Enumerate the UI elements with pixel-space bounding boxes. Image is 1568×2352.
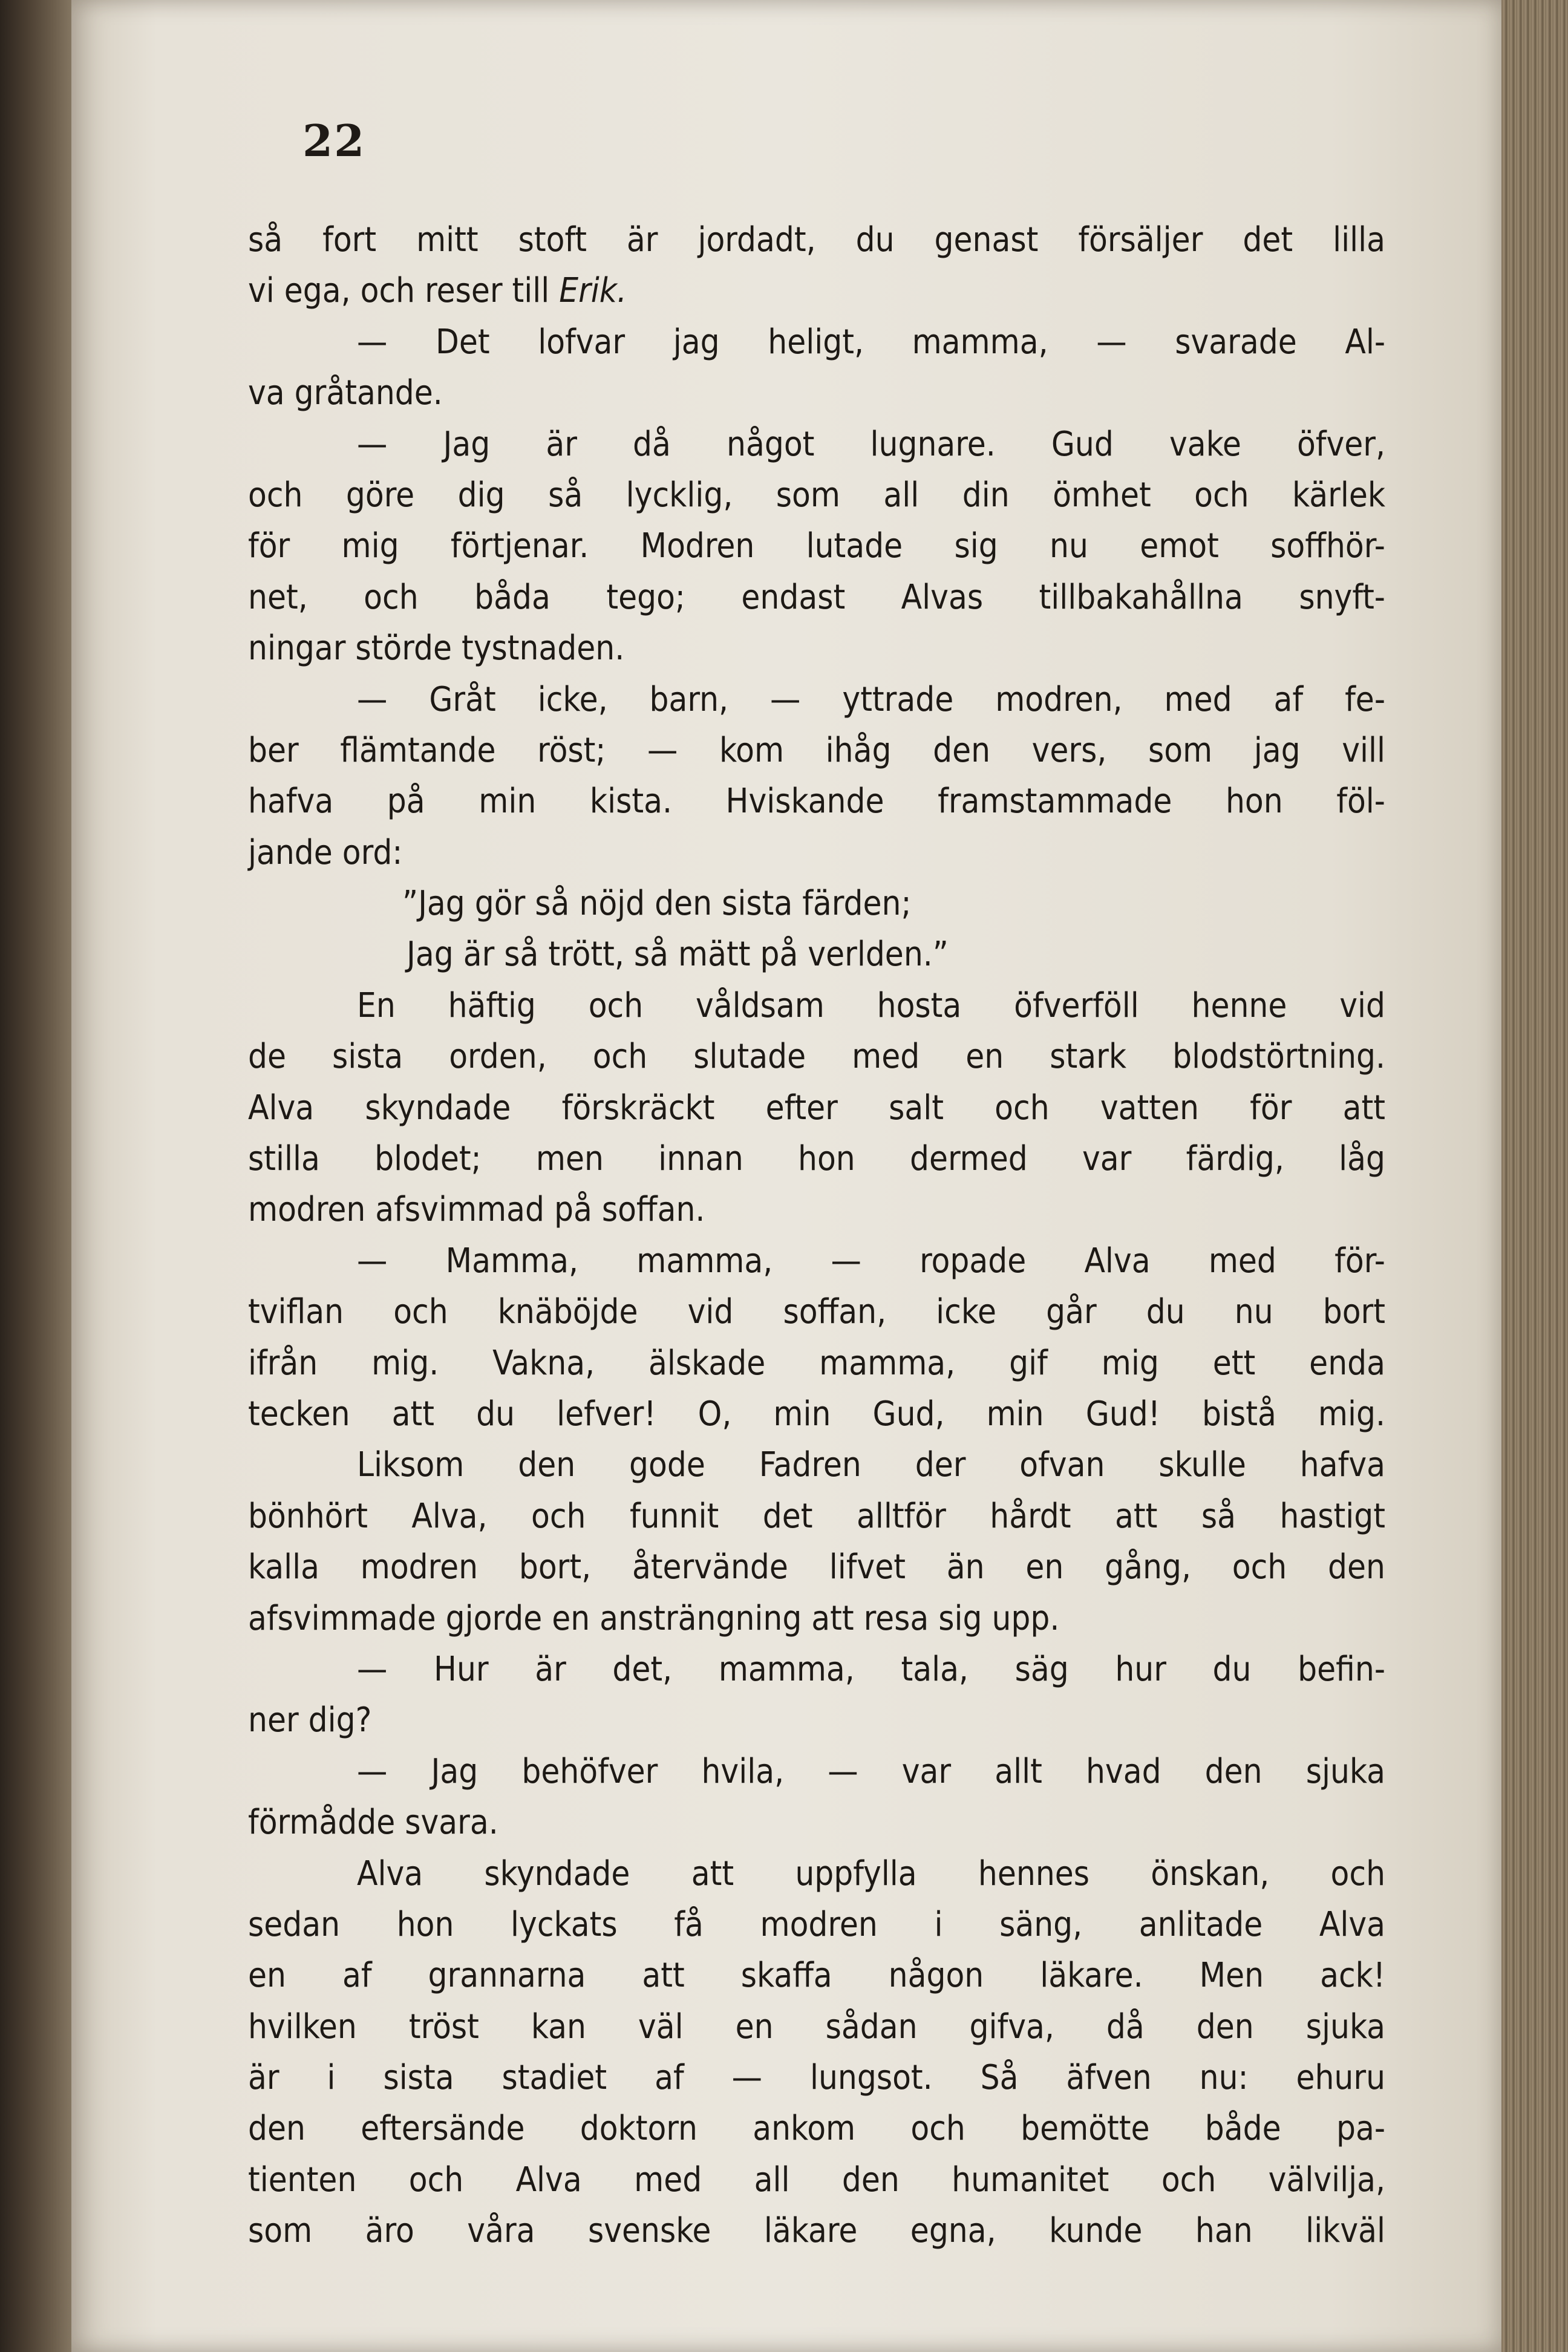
text-line: tienten och Alva med all den humanitet och välvilja, [248, 2160, 1385, 2200]
text-line: — Hur är det, mamma, tala, säg hur du befin- [357, 1649, 1385, 1689]
text-line: så fort mitt stoft är jordadt, du genast försäljer det lilla [248, 220, 1385, 260]
text-line: de sista orden, och slutade med en stark blodstörtning. [248, 1037, 1385, 1077]
text-line: hafva på min kista. Hviskande framstammade hon föl- [248, 782, 1385, 822]
text-line: hvilken tröst kan väl en sådan gifva, då den sjuka [248, 2007, 1385, 2047]
text-line: net, och båda tego; endast Alvas tillbakahållna snyft- [248, 577, 1385, 617]
text-line: Alva skyndade att uppfylla hennes önskan, och [357, 1854, 1385, 1893]
text-line: kalla modren bort, återvände lifvet än en gång, och den [248, 1547, 1385, 1587]
text-line: förmådde svara. [248, 1803, 498, 1843]
page-number: 22 [302, 115, 366, 166]
text-line: som äro våra svenske läkare egna, kunde han likväl [248, 2211, 1385, 2251]
text-line: — Jag är då något lugnare. Gud vake öfver, [357, 424, 1385, 464]
text-line: Jag är så trött, så mätt på verlden.” [407, 935, 949, 975]
text-line: tecken att du lefver! O, min Gud, min Gud! bistå mig. [248, 1394, 1385, 1434]
text-line: jande ord: [248, 832, 403, 872]
book-spine-edge [0, 0, 76, 2352]
text-line: ber flämtande röst; — kom ihåg den vers, som jag vill [248, 730, 1385, 770]
text-line: afsvimmade gjorde en ansträngning att resa sig upp. [248, 1598, 1060, 1638]
text-line: ifrån mig. Vakna, älskade mamma, gif mig ett enda [248, 1343, 1385, 1383]
text-line: — Gråt icke, barn, — yttrade modren, med af fe- [357, 679, 1385, 719]
text-line: — Jag behöfver hvila, — var allt hvad den sjuka [357, 1751, 1385, 1791]
text-line: En häftig och våldsam hosta öfverföll henne vid [357, 985, 1385, 1025]
text-line: en af grannarna att skaffa någon läkare. Men ack! [248, 1956, 1385, 1996]
text-line: för mig förtjenar. Modren lutade sig nu emot soffhör- [248, 526, 1385, 566]
italic-name: Erik. [559, 271, 627, 311]
page-edges-right [1501, 0, 1568, 2352]
text-line: sedan hon lyckats få modren i säng, anlitade Alva [248, 1904, 1385, 1944]
text-line: bönhört Alva, och funnit det alltför hårdt att så hastigt [248, 1496, 1385, 1536]
text-line: ningar störde tystnaden. [248, 629, 625, 668]
text-line: stilla blodet; men innan hon dermed var färdig, låg [248, 1139, 1385, 1179]
text-line: är i sista stadiet af — lungsot. Så äfven nu: ehuru [248, 2058, 1385, 2098]
text-line: Liksom den gode Fadren der ofvan skulle hafva [357, 1445, 1385, 1485]
text-line: den eftersände doktorn ankom och bemötte både pa- [248, 2109, 1385, 2149]
text-line: va gråtande. [248, 373, 443, 413]
body-text [248, 215, 1385, 2257]
text-line: — Det lofvar jag heligt, mamma, — svarade Al- [357, 322, 1385, 362]
text-line: tviflan och knäböjde vid soffan, icke går du nu bort [248, 1292, 1385, 1332]
text-line: ”Jag gör så nöjd den sista färden; [402, 884, 912, 924]
text-line: Alva skyndade förskräckt efter salt och vatten för att [248, 1088, 1385, 1128]
text-line: — Mamma, mamma, — ropade Alva med för- [357, 1241, 1385, 1281]
text-line: ner dig? [248, 1700, 372, 1740]
text-line: vi ega, och reser till Erik. [248, 271, 627, 311]
text-line: och göre dig så lycklig, som all din ömhet och kärlek [248, 475, 1385, 515]
text-line: modren afsvimmad på soffan. [248, 1190, 705, 1230]
